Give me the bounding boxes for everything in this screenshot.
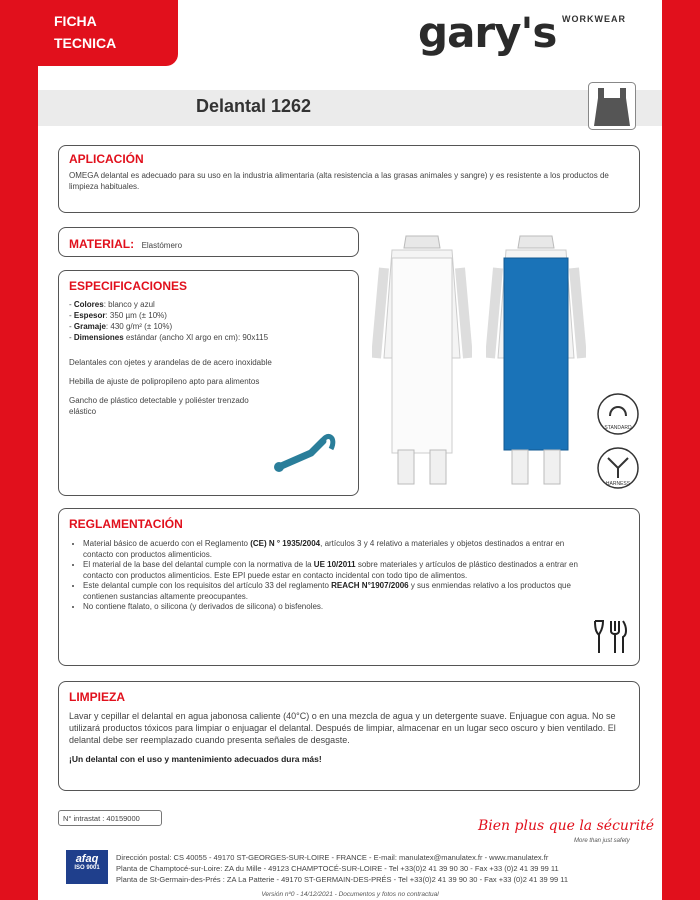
reg-item-4: • No contiene ftalato, o silicona (y derivados de silicona) o bisfenoles. <box>83 602 583 613</box>
spec-colores: - Colores: blanco y azul <box>69 300 155 309</box>
aplicacion-box <box>58 145 640 213</box>
reg-item-3: • Este delantal cumple con los requisitos del artículo 33 del reglamento REACH N°1907/2006 y sus enmiendas relativo a los productos que contienen sustancias altamente preocupantes. <box>83 581 583 602</box>
especificaciones-heading: ESPECIFICACIONES <box>69 279 188 293</box>
reg-item-1: • Material básico de acuerdo con el Reglamento (CE) N ° 1935/2004, artículos 3 y 4 relativo a materiales y objetos destinados a entrar en contacto con productos alimenticios. <box>83 539 583 560</box>
reglamentacion-heading: REGLAMENTACIÓN <box>69 517 183 531</box>
feature-hebilla: Hebilla de ajuste de polipropileno apto para alimentos <box>69 377 260 386</box>
feature-ojetes: Delantales con ojetes y arandelas de de acero inoxidable <box>69 358 272 367</box>
ficha-tecnica-tab <box>38 0 178 66</box>
spec-espesor: - Espesor: 350 µm (± 10%) <box>69 311 167 320</box>
standard-strap-icon <box>596 392 640 436</box>
intrastat-box: N° intrastat : 40159000 <box>58 810 162 826</box>
tab-line2: TECNICA <box>54 35 117 51</box>
footer-plant-champtoce: Planta de Champtocé-sur-Loire: ZA du Mille - 49123 CHAMPTOCÉ-SUR-LOIRE - Tel +33(0)2 41 39 90 30 - Fax +33 (0)2 41 39 99 11 <box>116 864 559 873</box>
limpieza-heading: LIMPIEZA <box>69 690 125 704</box>
limpieza-note: ¡Un delantal con el uso y mantenimiento adecuados dura más! <box>69 754 322 764</box>
afaq-logo <box>66 850 108 884</box>
aplicacion-heading: APLICACIÓN <box>69 152 144 166</box>
material-label: MATERIAL: <box>69 237 135 251</box>
logo-subtitle: WORKWEAR <box>562 14 626 24</box>
reg-item-2: • El material de la base del delantal cumple con la normativa de la UE 10/2011 sobre materiales y artículos de plástico destinados a entrar en contacto con productos alimenticios. Este EPI puede estar en contacto incidental con todo tipo de alimentos. <box>83 560 583 581</box>
product-title: Delantal 1262 <box>196 96 312 116</box>
footer-address: Dirección postal: CS 40055 - 49170 ST-GEORGES-SUR-LOIRE - FRANCE - E-mail: manulatex@manulatex.fr - www.manulatex.fr <box>116 853 549 862</box>
harness-label: HARNESS <box>605 481 631 487</box>
garys-logo: gary's <box>418 8 557 57</box>
tab-line1: FICHA <box>54 13 97 29</box>
white-apron-model <box>372 228 472 490</box>
slogan-sub: More than just safety <box>574 838 630 844</box>
food-contact-icon <box>589 617 629 657</box>
hook-icon <box>271 427 341 477</box>
blue-apron-model <box>486 228 586 490</box>
material-value: Elastómero <box>141 241 183 250</box>
slogan: Bien plus que la sécurité <box>478 818 655 834</box>
aplicacion-text: OMEGA delantal es adecuado para su uso en la industria alimentaria (alta resistencia a las grasas animales y sangre) y es resistente a los productos de limpieza habituales. <box>69 171 609 191</box>
especificaciones-box <box>58 270 359 496</box>
apron-icon <box>588 82 636 130</box>
version-note: Versión nº0 - 14/12/2021 - Documentos y fotos no contractual <box>261 891 439 898</box>
harness-strap-icon <box>596 446 640 490</box>
standard-label: STANDARD <box>604 425 632 431</box>
material-box <box>58 227 359 257</box>
limpieza-text: Lavar y cepillar el delantal en agua jabonosa caliente (40°C) o en una mezcla de agua y un detergente suave. Enjuague con agua. No se utilizará productos tóxicos para limpiar o enjuagar el delantal. Después de limpiar, almacenar en un lugar seco oscuro y bien ventilado. El delantal debe ser reemplazado cuando presenta señales de desgaste. <box>69 711 616 745</box>
spec-gramaje: - Gramaje: 430 g/m² (± 10%) <box>69 322 173 331</box>
limpieza-box <box>58 681 640 791</box>
spec-dimensiones: - Dimensiones estándar (ancho Xl argo en cm): 90x115 <box>69 333 269 342</box>
reglamentacion-box <box>58 508 640 666</box>
feature-gancho: Gancho de plástico detectable y poliéster trenzado elástico <box>69 396 249 416</box>
iso-text: ISO 9001 <box>74 865 100 871</box>
afaq-text: afaq <box>75 853 99 865</box>
title-band <box>38 90 662 126</box>
footer-plant-stgermain: Planta de St-Germain-des-Prés : ZA La Patterie - 49170 ST-GERMAIN-DES-PRÉS - Tel +33(0)2 41 39 90 30 - Fax +33 (0)2 41 39 99 11 <box>116 875 569 884</box>
left-red-border <box>0 0 38 900</box>
right-red-border <box>662 0 700 900</box>
